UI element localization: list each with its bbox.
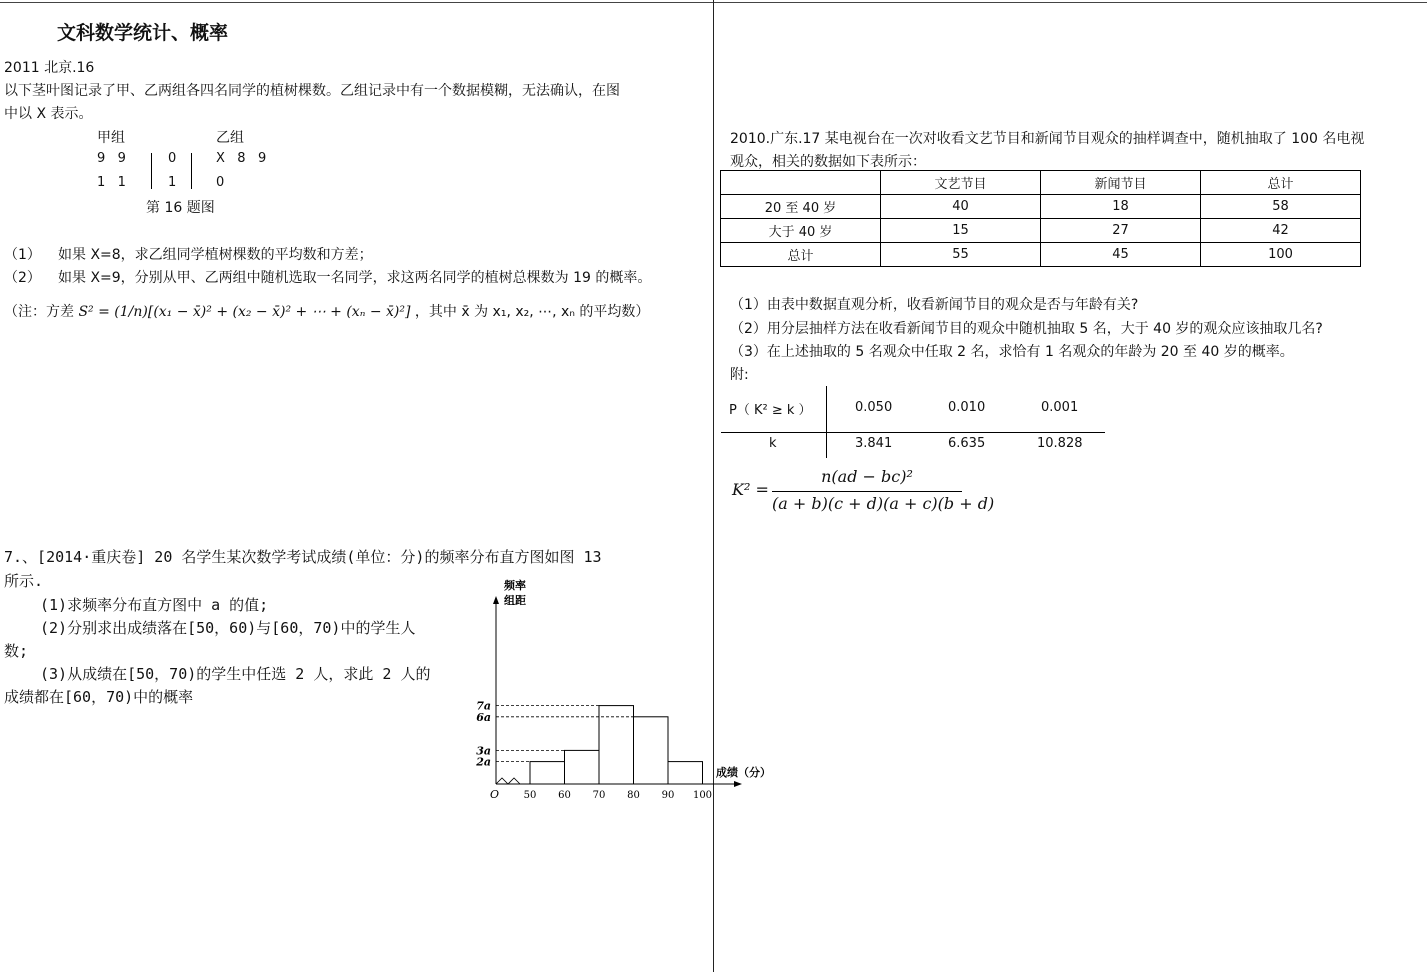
table-header-row: [721, 171, 1361, 195]
table-row: [721, 219, 1361, 243]
table-row: [721, 195, 1361, 219]
y-axis-arrow: [493, 596, 499, 604]
x-tick-label: 100: [692, 790, 713, 800]
formula-lhs: K² =: [732, 480, 769, 499]
table-cell: 100: [1201, 243, 1361, 267]
q7-part3-line1: (3)从成绩在[50，70)的学生中任选 2 人，求此 2 人的: [40, 665, 431, 683]
note-suffix: ，其中 x̄ 为 x₁, x₂, ⋯, xₙ 的平均数）: [414, 304, 650, 320]
stem-line-right: [191, 153, 192, 189]
histogram-bar: [668, 762, 703, 784]
variance-formula: S² = (1/n)[(x₁ − x̄)² + (x₂ − x̄)² + ⋯ + (xₙ − x̄)²]: [78, 304, 411, 320]
stemleaf-row2-left: 1 1: [97, 175, 126, 190]
q1-part2-text: 如果 X=9，分别从甲、乙两组中随机选取一名同学，求这两名同学的植树总棵数为 19 的概率。: [58, 270, 652, 286]
page-title: 文科数学统计、概率: [57, 22, 229, 44]
x-tick-label: 90: [661, 790, 675, 800]
stem-line-left: [151, 153, 152, 189]
table-cell: 15: [881, 219, 1041, 243]
formula-denominator: (a + b)(c + d)(a + c)(b + d): [772, 494, 995, 513]
stemleaf-right-header: 乙组: [216, 130, 244, 146]
table-cell: 42: [1201, 219, 1361, 243]
k-table-p-label: P（ K² ≥ k ）: [729, 403, 812, 418]
survey-table: [720, 170, 1361, 267]
x-tick-label: 60: [558, 790, 571, 800]
q1-part2-number: （2）: [4, 270, 41, 286]
y-tick-label: 6a: [476, 710, 491, 724]
k-table-p-value: 0.010: [948, 400, 986, 415]
formula-numerator: n(ad − bc)²: [821, 467, 913, 486]
gd-part2: （2）用分层抽样方法在收看新闻节目的观众中随机抽取 5 名，大于 40 岁的观众应该抽取几名?: [730, 321, 1323, 337]
k-table-k-value: 6.635: [948, 436, 986, 451]
x-axis-arrow: [734, 781, 742, 787]
gd-line1: 2010.广东.17 某电视台在一次对收看文艺节目和新闻节目观众的抽样调查中，随机抽取了 100 名电视: [730, 131, 1365, 147]
q7-part2-line2: 数;: [4, 642, 29, 660]
x-tick-label: 70: [592, 790, 606, 800]
table-cell: 58: [1201, 195, 1361, 219]
gd-appendix: 附:: [730, 367, 749, 383]
gd-part3: （3）在上述抽取的 5 名观众中任取 2 名，求恰有 1 名观众的年龄为 20 至 40 岁的概率。: [730, 344, 1294, 360]
note-prefix: （注：方差: [4, 304, 74, 320]
x-tick-label: 80: [627, 790, 640, 800]
table-cell: 大于 40 岁: [721, 219, 881, 243]
table-cell: 总计: [721, 243, 881, 267]
gd-line2: 观众，相关的数据如下表所示：: [730, 154, 926, 170]
y-label-top: 频率: [504, 579, 526, 592]
frequency-histogram: [470, 574, 780, 800]
histogram-bar: [634, 717, 669, 784]
table-cell: 45: [1041, 243, 1201, 267]
k-table-p-value: 0.050: [855, 400, 893, 415]
column-divider: [713, 0, 714, 972]
q7-line1: 7.、[2014·重庆卷] 20 名学生某次数学考试成绩(单位：分)的频率分布直方图如图 13: [4, 548, 602, 566]
q1-intro-line2: 中以 X 表示。: [4, 106, 93, 122]
q1-part1-number: （1）: [4, 247, 41, 263]
y-tick-label: 3a: [476, 744, 491, 758]
stemleaf-row1-left: 9 9: [97, 151, 126, 166]
y-tick-label: 7a: [476, 699, 491, 713]
histogram-bar: [599, 706, 634, 784]
x-tick-label: 50: [523, 790, 537, 800]
axis-break-mark: [496, 778, 520, 784]
y-label-bottom: 组距: [504, 594, 526, 607]
k-table-k-value: 3.841: [855, 436, 893, 451]
table-cell: 20 至 40 岁: [721, 195, 881, 219]
table-cell: 27: [1041, 219, 1201, 243]
histogram-bar: [565, 750, 600, 784]
q7-part3-line2: 成绩都在[60，70)中的概率: [4, 688, 194, 706]
y-tick-label: 2a: [476, 755, 491, 769]
variance-note: [4, 301, 649, 321]
origin-label: O: [490, 788, 500, 800]
q1-intro-line1: 以下茎叶图记录了甲、乙两组各四名同学的植树棵数。乙组记录中有一个数据模糊，无法确认，在图: [4, 83, 620, 99]
table-cell: 40: [881, 195, 1041, 219]
stemleaf-caption: 第 16 题图: [146, 200, 215, 216]
table-header-cell: [721, 171, 881, 195]
table-cell: 18: [1041, 195, 1201, 219]
gd-part1: （1）由表中数据直观分析，收看新闻节目的观众是否与年龄有关?: [730, 297, 1139, 313]
table-row: [721, 243, 1361, 267]
k-table-vertical-rule: [826, 386, 827, 458]
k-table-horizontal-rule: [721, 432, 1105, 433]
stemleaf-left-header: 甲组: [97, 130, 125, 146]
stemleaf-row2-right: 0: [216, 175, 225, 190]
table-header-cell: 新闻节目: [1041, 171, 1201, 195]
table-header-cell: 总计: [1201, 171, 1361, 195]
formula-fraction-bar: [772, 491, 962, 492]
stemleaf-row1-right: X 8 9: [216, 151, 267, 166]
k-table-k-label: k: [769, 436, 777, 451]
stemleaf-row2-stem: 1: [168, 175, 177, 190]
table-cell: 55: [881, 243, 1041, 267]
x-axis-label: 成绩（分）: [716, 766, 771, 779]
k-table-k-value: 10.828: [1037, 436, 1083, 451]
q1-part1-text: 如果 X=8，求乙组同学植树棵数的平均数和方差；: [58, 247, 373, 263]
q7-part1: (1)求频率分布直方图中 a 的值;: [40, 596, 269, 614]
q7-line2: 所示.: [4, 572, 44, 590]
q1-source: 2011 北京.16: [4, 60, 95, 76]
stemleaf-row1-stem: 0: [168, 151, 177, 166]
q7-part2-line1: (2)分别求出成绩落在[50，60)与[60，70)中的学生人: [40, 619, 416, 637]
table-header-cell: 文艺节目: [881, 171, 1041, 195]
k-table-p-value: 0.001: [1041, 400, 1079, 415]
histogram-bar: [530, 762, 565, 784]
